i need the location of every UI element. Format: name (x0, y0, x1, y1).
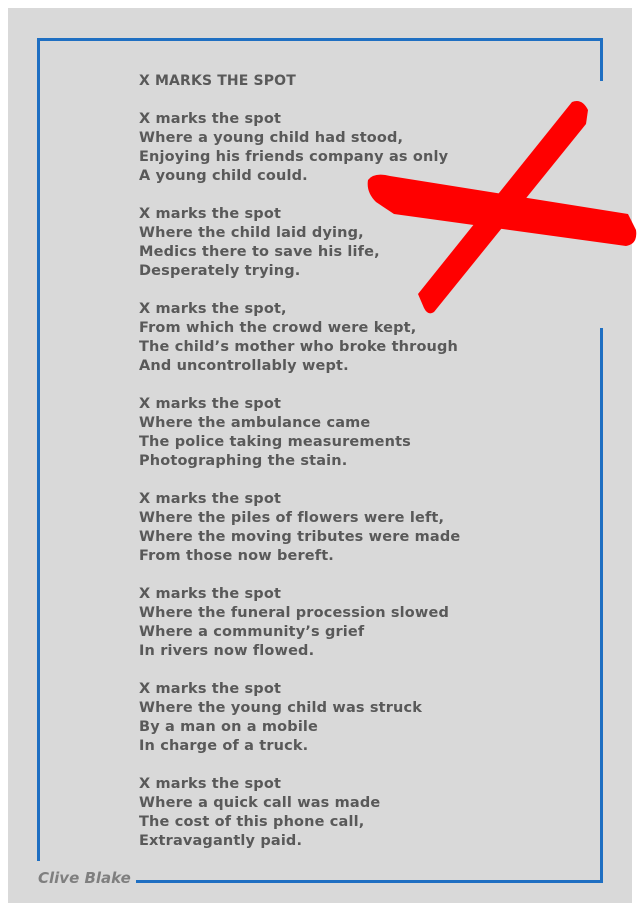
poem-line: Where the child laid dying, (139, 225, 364, 241)
poem-line: From those now bereft. (139, 548, 334, 564)
poem-line: From which the crowd were kept, (139, 320, 417, 336)
poem-line: The police taking measurements (139, 434, 411, 450)
poem-line: Photographing the stain. (139, 453, 348, 469)
poem-line: The child’s mother who broke through (139, 339, 459, 355)
poem-line: Extravagantly paid. (139, 833, 303, 849)
frame-left-line (37, 38, 40, 861)
poem-line: Where the piles of flowers were left, (139, 510, 445, 526)
poem-line: In charge of a truck. (139, 738, 309, 754)
poem (139, 72, 460, 870)
frame-right-bottom-line (600, 328, 603, 883)
poem-line: X marks the spot (139, 111, 282, 127)
stanza (139, 300, 460, 376)
poem-line: In rivers now flowed. (139, 643, 315, 659)
stanza (139, 110, 460, 186)
stanza (139, 585, 460, 661)
stanza (139, 395, 460, 471)
stanza (139, 775, 460, 851)
poem-line: Desperately trying. (139, 263, 301, 279)
poem-line: Where a young child had stood, (139, 130, 404, 146)
poem-line: And uncontrollably wept. (139, 358, 349, 374)
author-signature: Clive Blake (38, 869, 131, 887)
poem-line: By a man on a mobile (139, 719, 319, 735)
poem-line: Where a quick call was made (139, 795, 381, 811)
poem-line: X marks the spot (139, 681, 282, 697)
stanza (139, 680, 460, 756)
frame-bottom-line (136, 880, 603, 883)
poem-line: X marks the spot, (139, 301, 287, 317)
frame-top-line (37, 38, 603, 41)
poem-line: Where the funeral procession slowed (139, 605, 449, 621)
stanza (139, 490, 460, 566)
poem-stanzas (139, 110, 460, 851)
poem-line: A young child could. (139, 168, 308, 184)
poem-line: Where the ambulance came (139, 415, 371, 431)
poem-line: Medics there to save his life, (139, 244, 380, 260)
poem-line: The cost of this phone call, (139, 814, 365, 830)
frame-right-top-line (600, 38, 603, 81)
poem-title: X MARKS THE SPOT (139, 73, 296, 89)
poem-line: X marks the spot (139, 206, 282, 222)
poem-line: Enjoying his friends company as only (139, 149, 449, 165)
poem-line: Where the young child was struck (139, 700, 423, 716)
poem-line: X marks the spot (139, 586, 282, 602)
poem-line: Where the moving tributes were made (139, 529, 461, 545)
poem-line: X marks the spot (139, 396, 282, 412)
stanza (139, 205, 460, 281)
poem-line: X marks the spot (139, 491, 282, 507)
poem-line: Where a community’s grief (139, 624, 365, 640)
poem-line: X marks the spot (139, 776, 282, 792)
